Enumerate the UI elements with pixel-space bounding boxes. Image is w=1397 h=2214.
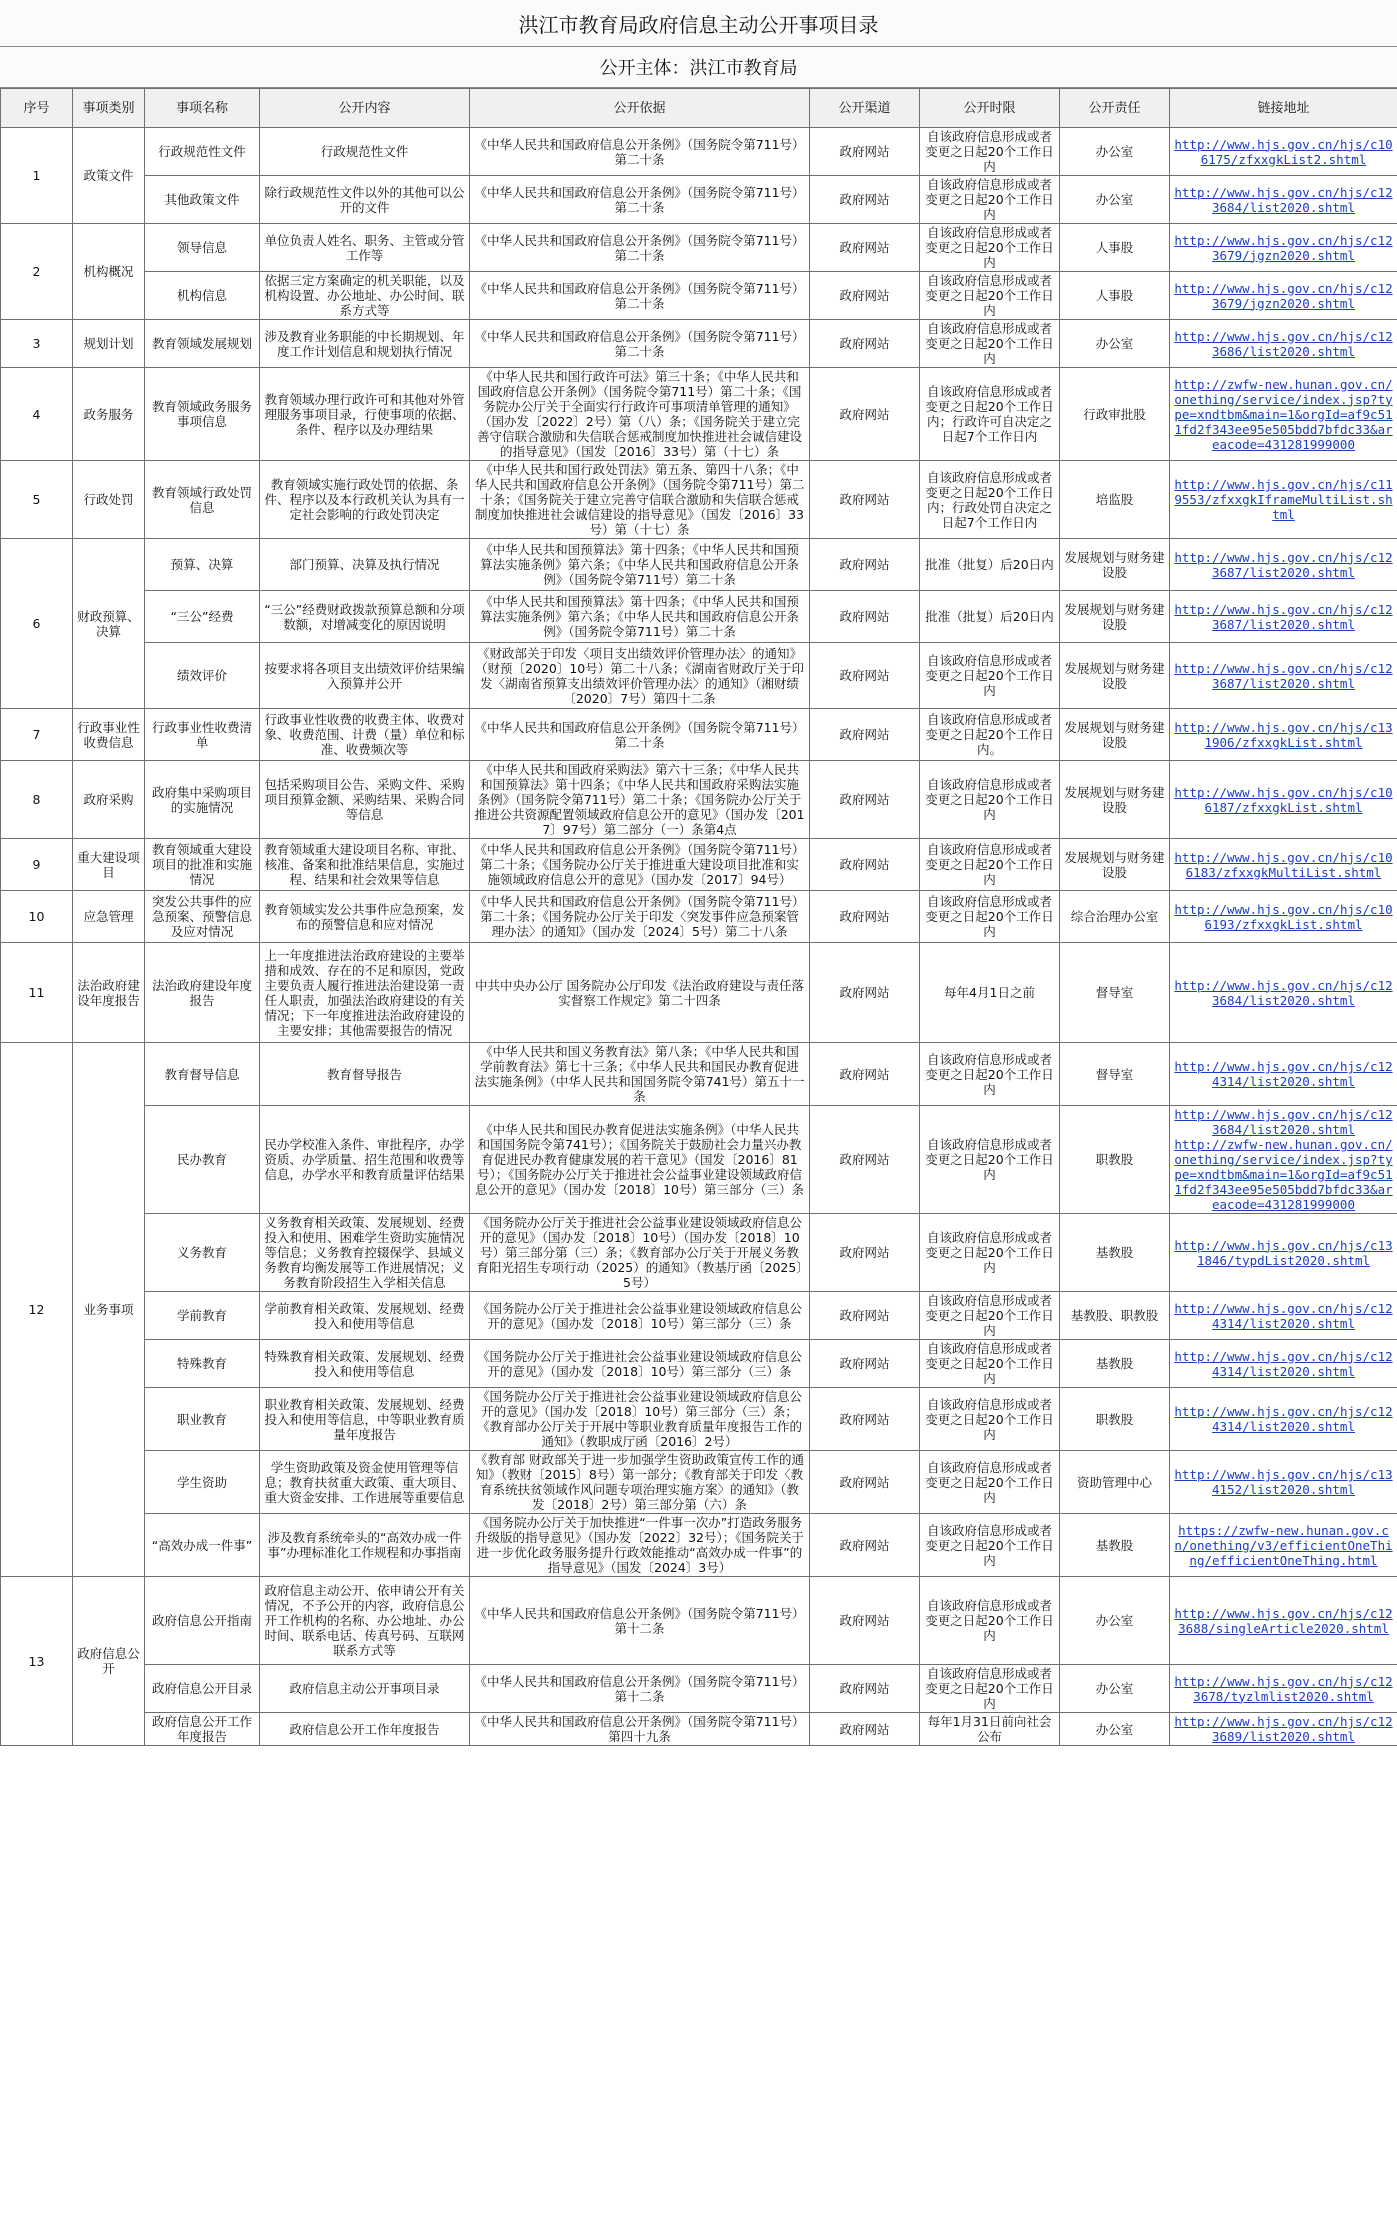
- link-cell: [1170, 591, 1397, 643]
- basis-cell: 《中华人民共和国政府信息公开条例》（国务院令第711号）第十二条: [470, 1577, 810, 1665]
- table-body: [1, 128, 1397, 1746]
- deadline-cell: 自该政府信息形成或者变更之日起20个工作日内: [920, 1514, 1060, 1577]
- col-header-content: 公开内容: [260, 89, 470, 128]
- basis-cell: 中共中央办公厅 国务院办公厅印发《法治政府建设与责任落实督察工作规定》第二十四条: [470, 943, 810, 1043]
- content-cell: 特殊教育相关政策、发展规划、经费投入和使用等信息: [260, 1340, 470, 1388]
- row-number-cell: 13: [1, 1577, 73, 1746]
- content-cell: 政府信息公开工作年度报告: [260, 1713, 470, 1746]
- deadline-cell: 每年1月31日前向社会公布: [920, 1713, 1060, 1746]
- content-cell: 教育领域实发公共事件应急预案，发布的预警信息和应对情况: [260, 891, 470, 943]
- deadline-cell: 自该政府信息形成或者变更之日起20个工作日内。: [920, 709, 1060, 761]
- link-address[interactable]: http://www.hjs.gov.cn/hjs/c123687/list2020.shtml: [1174, 660, 1393, 691]
- link-address[interactable]: https://zwfw-new.hunan.gov.cn/onething/v3/efficientOneThing/efficientOneThing.html: [1174, 1522, 1393, 1568]
- link-cell: [1170, 643, 1397, 709]
- table-row: [1, 320, 1397, 368]
- basis-cell: 《中华人民共和国政府信息公开条例》（国务院令第711号）第二十条: [470, 224, 810, 272]
- responsible-cell: 基教股: [1060, 1340, 1170, 1388]
- row-number-cell: 1: [1, 128, 73, 224]
- item-name-cell: 教育领域重大建设项目的批准和实施情况: [145, 839, 260, 891]
- responsible-cell: 办公室: [1060, 320, 1170, 368]
- basis-cell: 《国务院办公厅关于加快推进“一件事一次办”打造政务服务升级版的指导意见》（国办发〔2022〕32号）；《国务院关于进一步优化政务服务提升行政效能推动“高效办成一件事”的指导意见》（国发〔2024〕3号）: [470, 1514, 810, 1577]
- link-cell: [1170, 1514, 1397, 1577]
- channel-cell: 政府网站: [810, 128, 920, 176]
- item-name-cell: 教育领域政务服务事项信息: [145, 368, 260, 461]
- content-cell: “三公”经费财政拨款预算总额和分项数额，对增减变化的原因说明: [260, 591, 470, 643]
- responsible-cell: 发展规划与财务建设股: [1060, 761, 1170, 839]
- content-cell: 政府信息主动公开事项目录: [260, 1665, 470, 1713]
- row-number-cell: 7: [1, 709, 73, 761]
- item-name-cell: 教育领域行政处罚信息: [145, 461, 260, 539]
- link-address[interactable]: http://www.hjs.gov.cn/hjs/c124314/list2020.shtml: [1174, 1348, 1393, 1379]
- link-cell: [1170, 709, 1397, 761]
- link-address[interactable]: http://www.hjs.gov.cn/hjs/c106175/zfxxgkList2.shtml: [1174, 136, 1393, 167]
- item-name-cell: 其他政策文件: [145, 176, 260, 224]
- link-cell: [1170, 943, 1397, 1043]
- table-row: [1, 1577, 1397, 1665]
- channel-cell: 政府网站: [810, 539, 920, 591]
- col-header-item-name: 事项名称: [145, 89, 260, 128]
- responsible-cell: 人事股: [1060, 272, 1170, 320]
- table-row: [1, 709, 1397, 761]
- deadline-cell: 每年4月1日之前: [920, 943, 1060, 1043]
- col-header-channel: 公开渠道: [810, 89, 920, 128]
- row-number-cell: 9: [1, 839, 73, 891]
- basis-cell: 《中华人民共和国政府信息公开条例》（国务院令第711号）第四十九条: [470, 1713, 810, 1746]
- deadline-cell: 自该政府信息形成或者变更之日起20个工作日内: [920, 761, 1060, 839]
- table-row: [1, 1214, 1397, 1292]
- channel-cell: 政府网站: [810, 224, 920, 272]
- channel-cell: 政府网站: [810, 891, 920, 943]
- content-cell: 政府信息主动公开、依申请公开有关情况，不予公开的内容，政府信息公开工作机构的名称、办公地址、办公时间、联系电话、传真号码、互联网联系方式等: [260, 1577, 470, 1665]
- link-address[interactable]: http://www.hjs.gov.cn/hjs/c123687/list2020.shtml: [1174, 549, 1393, 580]
- link-cell: [1170, 839, 1397, 891]
- item-name-cell: 行政规范性文件: [145, 128, 260, 176]
- link-address[interactable]: http://www.hjs.gov.cn/hjs/c123686/list2020.shtml: [1174, 328, 1393, 359]
- responsible-cell: 发展规划与财务建设股: [1060, 539, 1170, 591]
- responsible-cell: 办公室: [1060, 1665, 1170, 1713]
- responsible-cell: 基教股: [1060, 1514, 1170, 1577]
- deadline-cell: 自该政府信息形成或者变更之日起20个工作日内；行政许可自决定之日起7个工作日内: [920, 368, 1060, 461]
- deadline-cell: 自该政府信息形成或者变更之日起20个工作日内；行政处罚自决定之日起7个工作日内: [920, 461, 1060, 539]
- deadline-cell: 自该政府信息形成或者变更之日起20个工作日内: [920, 839, 1060, 891]
- deadline-cell: 自该政府信息形成或者变更之日起20个工作日内: [920, 272, 1060, 320]
- responsible-cell: 办公室: [1060, 128, 1170, 176]
- responsible-cell: 人事股: [1060, 224, 1170, 272]
- basis-cell: 《国务院办公厅关于推进社会公益事业建设领域政府信息公开的意见》（国办发〔2018〕10号）第三部分（三）条: [470, 1340, 810, 1388]
- responsible-cell: 发展规划与财务建设股: [1060, 709, 1170, 761]
- channel-cell: 政府网站: [810, 943, 920, 1043]
- basis-cell: 《中华人民共和国政府信息公开条例》（国务院令第711号）第二十条；《国务院办公厅关于推进重大建设项目批准和实施领域政府信息公开的意见》（国办发〔2017〕94号）: [470, 839, 810, 891]
- table-row: [1, 1340, 1397, 1388]
- table-row: [1, 1388, 1397, 1451]
- basis-cell: 《中华人民共和国政府信息公开条例》（国务院令第711号）第二十条: [470, 128, 810, 176]
- responsible-cell: 资助管理中心: [1060, 1451, 1170, 1514]
- category-cell: 规划计划: [73, 320, 145, 368]
- channel-cell: 政府网站: [810, 1292, 920, 1340]
- channel-cell: 政府网站: [810, 1388, 920, 1451]
- responsible-cell: 办公室: [1060, 1577, 1170, 1665]
- basis-cell: 《中华人民共和国政府信息公开条例》（国务院令第711号）第二十条: [470, 176, 810, 224]
- responsible-cell: 基教股、职教股: [1060, 1292, 1170, 1340]
- basis-cell: 《中华人民共和国政府信息公开条例》（国务院令第711号）第二十条: [470, 320, 810, 368]
- item-name-cell: 义务教育: [145, 1214, 260, 1292]
- row-number-cell: 8: [1, 761, 73, 839]
- content-cell: 教育领域重大建设项目名称、审批、核准、备案和批准结果信息，实施过程、结果和社会效果等信息: [260, 839, 470, 891]
- basis-cell: 《中华人民共和国行政许可法》第三十条；《中华人民共和国政府信息公开条例》（国务院令第711号）第二十条；《国务院办公厅关于全面实行行政许可事项清单管理的通知》（国办发〔2022〕2号）第（八）条；《国务院关于建立完善守信联合激励和失信联合惩戒制度加快推进社会诚信建设的指导意见》（国发〔2016〕33号）第（十七）条: [470, 368, 810, 461]
- link-cell: [1170, 1665, 1397, 1713]
- link-cell: [1170, 272, 1397, 320]
- channel-cell: 政府网站: [810, 591, 920, 643]
- deadline-cell: 自该政府信息形成或者变更之日起20个工作日内: [920, 176, 1060, 224]
- responsible-cell: 督导室: [1060, 943, 1170, 1043]
- row-number-cell: 12: [1, 1043, 73, 1577]
- deadline-cell: 自该政府信息形成或者变更之日起20个工作日内: [920, 1451, 1060, 1514]
- content-cell: 上一年度推进法治政府建设的主要举措和成效、存在的不足和原因，党政主要负责人履行推进法治建设第一责任人职责，加强法治政府建设的有关情况；下一年度推进法治政府建设的主要安排；其他需要报告的情况: [260, 943, 470, 1043]
- link-cell: [1170, 1214, 1397, 1292]
- link-cell: [1170, 1292, 1397, 1340]
- basis-cell: 《中华人民共和国预算法》第十四条；《中华人民共和国预算法实施条例》第六条；《中华人民共和国政府信息公开条例》（国务院令第711号）第二十条: [470, 591, 810, 643]
- item-name-cell: 职业教育: [145, 1388, 260, 1451]
- channel-cell: 政府网站: [810, 320, 920, 368]
- table-row: [1, 1514, 1397, 1577]
- deadline-cell: 自该政府信息形成或者变更之日起20个工作日内: [920, 1388, 1060, 1451]
- link-cell: [1170, 761, 1397, 839]
- link-cell: [1170, 461, 1397, 539]
- basis-cell: 《国务院办公厅关于推进社会公益事业建设领域政府信息公开的意见》（国办发〔2018〕10号）第三部分（三）条；《教育部办公厅关于开展中等职业教育质量年度报告工作的通知》（教职成厅函〔2016〕2号）: [470, 1388, 810, 1451]
- responsible-cell: 办公室: [1060, 176, 1170, 224]
- category-cell: 应急管理: [73, 891, 145, 943]
- link-cell: [1170, 224, 1397, 272]
- deadline-cell: 自该政府信息形成或者变更之日起20个工作日内: [920, 891, 1060, 943]
- row-number-cell: 5: [1, 461, 73, 539]
- channel-cell: 政府网站: [810, 839, 920, 891]
- content-cell: 学生资助政策及资金使用管理等信息；教育扶贫重大政策、重大项目、重大资金安排、工作进展等重要信息: [260, 1451, 470, 1514]
- content-cell: 依据三定方案确定的机关职能，以及机构设置、办公地址、办公时间、联系方式等: [260, 272, 470, 320]
- link-cell: [1170, 176, 1397, 224]
- content-cell: 包括采购项目公告、采购文件、采购项目预算金额、采购结果、采购合同等信息: [260, 761, 470, 839]
- link-address[interactable]: http://www.hjs.gov.cn/hjs/c119553/zfxxgkIframeMultiList.shtml: [1174, 477, 1393, 522]
- link-address[interactable]: http://www.hjs.gov.cn/hjs/c124314/list2020.shtml: [1174, 1059, 1393, 1089]
- content-cell: 教育领域办理行政许可和其他对外管理服务事项目录，行使事项的依据、条件、程序以及办理结果: [260, 368, 470, 461]
- content-cell: 涉及教育系统牵头的“高效办成一件事”办理标准化工作规程和办事指南: [260, 1514, 470, 1577]
- link-cell: [1170, 1713, 1397, 1746]
- channel-cell: 政府网站: [810, 1713, 920, 1746]
- link-address[interactable]: http://www.hjs.gov.cn/hjs/c134152/list2020.shtml: [1174, 1467, 1393, 1497]
- link-address[interactable]: http://www.hjs.gov.cn/hjs/c123679/jgzn2020.shtml: [1174, 232, 1393, 263]
- table-row: [1, 1713, 1397, 1746]
- channel-cell: 政府网站: [810, 272, 920, 320]
- basis-cell: 《教育部 财政部关于进一步加强学生资助政策宣传工作的通知》（教财〔2015〕8号）第一部分；《教育部关于印发〈教育系统扶贫领域作风问题专项治理实施方案〉的通知》（教发〔2018〕2号）第三部分第（六）条: [470, 1451, 810, 1514]
- responsible-cell: 行政审批股: [1060, 368, 1170, 461]
- link-cell: [1170, 539, 1397, 591]
- channel-cell: 政府网站: [810, 1514, 920, 1577]
- responsible-cell: 发展规划与财务建设股: [1060, 839, 1170, 891]
- channel-cell: 政府网站: [810, 1043, 920, 1106]
- channel-cell: 政府网站: [810, 761, 920, 839]
- link-cell: [1170, 1043, 1397, 1106]
- content-cell: 学前教育相关政策、发展规划、经费投入和使用等信息: [260, 1292, 470, 1340]
- channel-cell: 政府网站: [810, 368, 920, 461]
- content-cell: 除行政规范性文件以外的其他可以公开的文件: [260, 176, 470, 224]
- item-name-cell: 政府集中采购项目的实施情况: [145, 761, 260, 839]
- link-address[interactable]: http://www.hjs.gov.cn/hjs/c106193/zfxxgkList.shtml: [1174, 901, 1393, 932]
- category-cell: 业务事项: [73, 1043, 145, 1577]
- link-cell: [1170, 1106, 1397, 1214]
- link-address[interactable]: http://www.hjs.gov.cn/hjs/c123687/list2020.shtml: [1174, 601, 1393, 632]
- content-cell: 行政事业性收费的收费主体、收费对象、收费范围、计费（量）单位和标准、收费频次等: [260, 709, 470, 761]
- responsible-cell: 职教股: [1060, 1106, 1170, 1214]
- deadline-cell: 自该政府信息形成或者变更之日起20个工作日内: [920, 1577, 1060, 1665]
- item-name-cell: 绩效评价: [145, 643, 260, 709]
- basis-cell: 《中华人民共和国政府信息公开条例》（国务院令第711号）第十二条: [470, 1665, 810, 1713]
- content-cell: 义务教育相关政策、发展规划、经费投入和使用、困难学生资助实施情况等信息；义务教育控辍保学、县域义务教育均衡发展等工作进展情况；义务教育阶段招生入学相关信息: [260, 1214, 470, 1292]
- content-cell: 单位负责人姓名、职务、主管或分管工作等: [260, 224, 470, 272]
- responsible-cell: 职教股: [1060, 1388, 1170, 1451]
- responsible-cell: 综合治理办公室: [1060, 891, 1170, 943]
- deadline-cell: 自该政府信息形成或者变更之日起20个工作日内: [920, 1665, 1060, 1713]
- link-cell: [1170, 1451, 1397, 1514]
- responsible-cell: 督导室: [1060, 1043, 1170, 1106]
- item-name-cell: 学生资助: [145, 1451, 260, 1514]
- row-number-cell: 4: [1, 368, 73, 461]
- table-row: [1, 591, 1397, 643]
- table-row: [1, 368, 1397, 461]
- table-row: [1, 1106, 1397, 1214]
- basis-cell: 《财政部关于印发〈项目支出绩效评价管理办法〉的通知》（财预〔2020〕10号）第二十八条；《湖南省财政厅关于印发〈湖南省预算支出绩效评价管理办法〉的通知》（湘财绩〔2020〕7号）第四十二条: [470, 643, 810, 709]
- category-cell: 重大建设项目: [73, 839, 145, 891]
- link-address[interactable]: http://www.hjs.gov.cn/hjs/c106183/zfxxgkMultiList.shtml: [1174, 849, 1393, 880]
- item-name-cell: “三公”经费: [145, 591, 260, 643]
- row-number-cell: 11: [1, 943, 73, 1043]
- category-cell: 政府采购: [73, 761, 145, 839]
- basis-cell: 《中华人民共和国政府信息公开条例》（国务院令第711号）第二十条: [470, 272, 810, 320]
- link-cell: [1170, 320, 1397, 368]
- deadline-cell: 自该政府信息形成或者变更之日起20个工作日内: [920, 1340, 1060, 1388]
- table-row: [1, 272, 1397, 320]
- item-name-cell: 学前教育: [145, 1292, 260, 1340]
- channel-cell: 政府网站: [810, 1577, 920, 1665]
- table-row: [1, 643, 1397, 709]
- item-name-cell: 政府信息公开工作年度报告: [145, 1713, 260, 1746]
- channel-cell: 政府网站: [810, 1665, 920, 1713]
- item-name-cell: 民办教育: [145, 1106, 260, 1214]
- basis-cell: 《中华人民共和国行政处罚法》第五条、第四十八条；《中华人民共和国政府信息公开条例》（国务院令第711号）第二十条；《国务院关于建立完善守信联合激励和失信联合惩戒制度加快推进社会诚信建设的指导意见》（国发〔2016〕33号）第（十七）条: [470, 461, 810, 539]
- category-cell: 政务服务: [73, 368, 145, 461]
- item-name-cell: 领导信息: [145, 224, 260, 272]
- page-title: 洪江市教育局政府信息主动公开事项目录: [0, 0, 1397, 47]
- category-cell: 法治政府建设年度报告: [73, 943, 145, 1043]
- table-row: [1, 1292, 1397, 1340]
- link-address[interactable]: http://www.hjs.gov.cn/hjs/c123689/list2020.shtml: [1174, 1714, 1393, 1744]
- basis-cell: 《中华人民共和国政府信息公开条例》（国务院令第711号）第二十条: [470, 709, 810, 761]
- table-row: [1, 1451, 1397, 1514]
- channel-cell: 政府网站: [810, 461, 920, 539]
- col-header-number: 序号: [1, 89, 73, 128]
- link-cell: [1170, 1388, 1397, 1451]
- category-cell: 政府信息公开: [73, 1577, 145, 1746]
- col-header-basis: 公开依据: [470, 89, 810, 128]
- item-name-cell: 突发公共事件的应急预案、预警信息及应对情况: [145, 891, 260, 943]
- table-row: [1, 839, 1397, 891]
- deadline-cell: 自该政府信息形成或者变更之日起20个工作日内: [920, 1292, 1060, 1340]
- content-cell: 职业教育相关政策、发展规划、经费投入和使用等信息，中等职业教育质量年度报告: [260, 1388, 470, 1451]
- link-cell: [1170, 891, 1397, 943]
- deadline-cell: 自该政府信息形成或者变更之日起20个工作日内: [920, 1043, 1060, 1106]
- link-address[interactable]: http://www.hjs.gov.cn/hjs/c123684/list2020.shtml: [1174, 977, 1393, 1008]
- item-name-cell: 法治政府建设年度报告: [145, 943, 260, 1043]
- link-address[interactable]: http://www.hjs.gov.cn/hjs/c124314/list2020.shtml: [1174, 1404, 1393, 1434]
- table-row: [1, 1665, 1397, 1713]
- channel-cell: 政府网站: [810, 1340, 920, 1388]
- basis-cell: 《中华人民共和国政府信息公开条例》（国务院令第711号）第二十条；《国务院办公厅关于印发〈突发事件应急预案管理办法〉的通知》（国办发〔2024〕5号）第二十八条: [470, 891, 810, 943]
- col-header-category: 事项类别: [73, 89, 145, 128]
- table-row: [1, 224, 1397, 272]
- link-address[interactable]: http://www.hjs.gov.cn/hjs/c123679/jgzn2020.shtml: [1174, 280, 1393, 311]
- responsible-cell: 发展规划与财务建设股: [1060, 643, 1170, 709]
- col-header-responsible: 公开责任: [1060, 89, 1170, 128]
- deadline-cell: 自该政府信息形成或者变更之日起20个工作日内: [920, 1214, 1060, 1292]
- item-name-cell: 教育督导信息: [145, 1043, 260, 1106]
- content-cell: 部门预算、决算及执行情况: [260, 539, 470, 591]
- row-number-cell: 10: [1, 891, 73, 943]
- link-cell: [1170, 368, 1397, 461]
- basis-cell: 《国务院办公厅关于推进社会公益事业建设领域政府信息公开的意见》（国办发〔2018〕10号）第三部分（三）条: [470, 1292, 810, 1340]
- link-address[interactable]: http://www.hjs.gov.cn/hjs/c123688/singleArticle2020.shtml: [1174, 1605, 1393, 1636]
- basis-cell: 《中华人民共和国义务教育法》第八条；《中华人民共和国学前教育法》第七十三条；《中华人民共和国民办教育促进法实施条例》（中华人民共和国国务院令第741号）第五十一条: [470, 1043, 810, 1106]
- table-row: [1, 761, 1397, 839]
- table-row: [1, 128, 1397, 176]
- col-header-link: 链接地址: [1170, 89, 1397, 128]
- responsible-cell: 培监股: [1060, 461, 1170, 539]
- link-cell: [1170, 1340, 1397, 1388]
- channel-cell: 政府网站: [810, 643, 920, 709]
- item-name-cell: 预算、决算: [145, 539, 260, 591]
- responsible-cell: 基教股: [1060, 1214, 1170, 1292]
- row-number-cell: 6: [1, 539, 73, 709]
- item-name-cell: 政府信息公开目录: [145, 1665, 260, 1713]
- link-cell: [1170, 1577, 1397, 1665]
- content-cell: 民办学校准入条件、审批程序，办学资质、办学质量、招生范围和收费等信息，办学水平和教育质量评估结果: [260, 1106, 470, 1214]
- item-name-cell: 机构信息: [145, 272, 260, 320]
- deadline-cell: 自该政府信息形成或者变更之日起20个工作日内: [920, 224, 1060, 272]
- link-address[interactable]: http://www.hjs.gov.cn/hjs/c131846/typdList2020.shtml: [1174, 1237, 1393, 1268]
- link-address[interactable]: http://www.hjs.gov.cn/hjs/c131906/zfxxgkList.shtml: [1174, 719, 1393, 750]
- content-cell: 涉及教育业务职能的中长期规划、年度工作计划信息和规划执行情况: [260, 320, 470, 368]
- link-address[interactable]: http://www.hjs.gov.cn/hjs/c106187/zfxxgkList.shtml: [1174, 784, 1393, 815]
- content-cell: 教育督导报告: [260, 1043, 470, 1106]
- basis-cell: 《中华人民共和国民办教育促进法实施条例》（中华人民共和国国务院令第741号）；《国务院关于鼓励社会力量兴办教育促进民办教育健康发展的若干意见》（国发〔2016〕81号）；《国务院办公厅关于推进社会公益事业建设领域政府信息公开的意见》（国办发〔2018〕10号）第三部分（三）条: [470, 1106, 810, 1214]
- item-name-cell: 特殊教育: [145, 1340, 260, 1388]
- responsible-cell: 办公室: [1060, 1713, 1170, 1746]
- channel-cell: 政府网站: [810, 176, 920, 224]
- channel-cell: 政府网站: [810, 1451, 920, 1514]
- responsible-cell: 发展规划与财务建设股: [1060, 591, 1170, 643]
- table-row: [1, 461, 1397, 539]
- content-cell: 行政规范性文件: [260, 128, 470, 176]
- deadline-cell: 自该政府信息形成或者变更之日起20个工作日内: [920, 643, 1060, 709]
- table-row: [1, 891, 1397, 943]
- content-cell: 教育领域实施行政处罚的依据、条件、程序以及本行政机关认为具有一定社会影响的行政处罚决定: [260, 461, 470, 539]
- category-cell: 行政处罚: [73, 461, 145, 539]
- link-cell: [1170, 128, 1397, 176]
- disclosure-catalog-table: [0, 88, 1397, 1746]
- channel-cell: 政府网站: [810, 709, 920, 761]
- basis-cell: 《中华人民共和国预算法》第十四条；《中华人民共和国预算法实施条例》第六条；《中华人民共和国政府信息公开条例》（国务院令第711号）第二十条: [470, 539, 810, 591]
- table-row: [1, 1043, 1397, 1106]
- channel-cell: 政府网站: [810, 1106, 920, 1214]
- deadline-cell: 自该政府信息形成或者变更之日起20个工作日内: [920, 320, 1060, 368]
- table-row: [1, 176, 1397, 224]
- deadline-cell: 自该政府信息形成或者变更之日起20个工作日内: [920, 128, 1060, 176]
- deadline-cell: 批准（批复）后20日内: [920, 591, 1060, 643]
- link-address[interactable]: http://www.hjs.gov.cn/hjs/c124314/list2020.shtml: [1174, 1300, 1393, 1331]
- publishing-subject: 公开主体：洪江市教育局: [0, 47, 1397, 88]
- content-cell: 按要求将各项目支出绩效评价结果编入预算并公开: [260, 643, 470, 709]
- table-row: [1, 943, 1397, 1043]
- item-name-cell: 政府信息公开指南: [145, 1577, 260, 1665]
- channel-cell: 政府网站: [810, 1214, 920, 1292]
- category-cell: 财政预算、决算: [73, 539, 145, 709]
- item-name-cell: “高效办成一件事”: [145, 1514, 260, 1577]
- category-cell: 政策文件: [73, 128, 145, 224]
- item-name-cell: 教育领域发展规划: [145, 320, 260, 368]
- deadline-cell: 自该政府信息形成或者变更之日起20个工作日内: [920, 1106, 1060, 1214]
- table-row: [1, 539, 1397, 591]
- deadline-cell: 批准（批复）后20日内: [920, 539, 1060, 591]
- basis-cell: 《中华人民共和国政府采购法》第六十三条；《中华人民共和国预算法》第十四条；《中华人民共和国政府采购法实施条例》（国务院令第711号）第二十条；《国务院办公厅关于推进公共资源配置领域政府信息公开的意见》（国办发〔2017〕97号）第二部分（一）条第4点: [470, 761, 810, 839]
- category-cell: 行政事业性收费信息: [73, 709, 145, 761]
- row-number-cell: 2: [1, 224, 73, 320]
- link-address[interactable]: http://zwfw-new.hunan.gov.cn/onething/service/index.jsp?type=xndtbm&main=1&orgId=af9c511fd2f343ee95e505bdd7bfdc33&areacode=431281999000: [1174, 376, 1393, 452]
- table-header-row: [1, 89, 1397, 128]
- link-address[interactable]: http://www.hjs.gov.cn/hjs/c123684/list2020.shtml http://zwfw-new.hunan.gov.cn/onething/service/index.jsp?type=xndtbm&main=1&orgId=af9c511fd2f343ee95e505bdd7bfdc33&areacode=431281999000: [1174, 1107, 1393, 1212]
- category-cell: 机构概况: [73, 224, 145, 320]
- col-header-deadline: 公开时限: [920, 89, 1060, 128]
- basis-cell: 《国务院办公厅关于推进社会公益事业建设领域政府信息公开的意见》（国办发〔2018〕10号）（国办发〔2018〕10号）第三部分第（三）条；《教育部办公厅关于开展义务教育阳光招生专项行动（2025）的通知》（教基厅函〔2025〕5号）: [470, 1214, 810, 1292]
- link-address[interactable]: http://www.hjs.gov.cn/hjs/c123678/tyzlmlist2020.shtml: [1174, 1673, 1393, 1704]
- link-address[interactable]: http://www.hjs.gov.cn/hjs/c123684/list2020.shtml: [1174, 184, 1393, 215]
- item-name-cell: 行政事业性收费清单: [145, 709, 260, 761]
- row-number-cell: 3: [1, 320, 73, 368]
